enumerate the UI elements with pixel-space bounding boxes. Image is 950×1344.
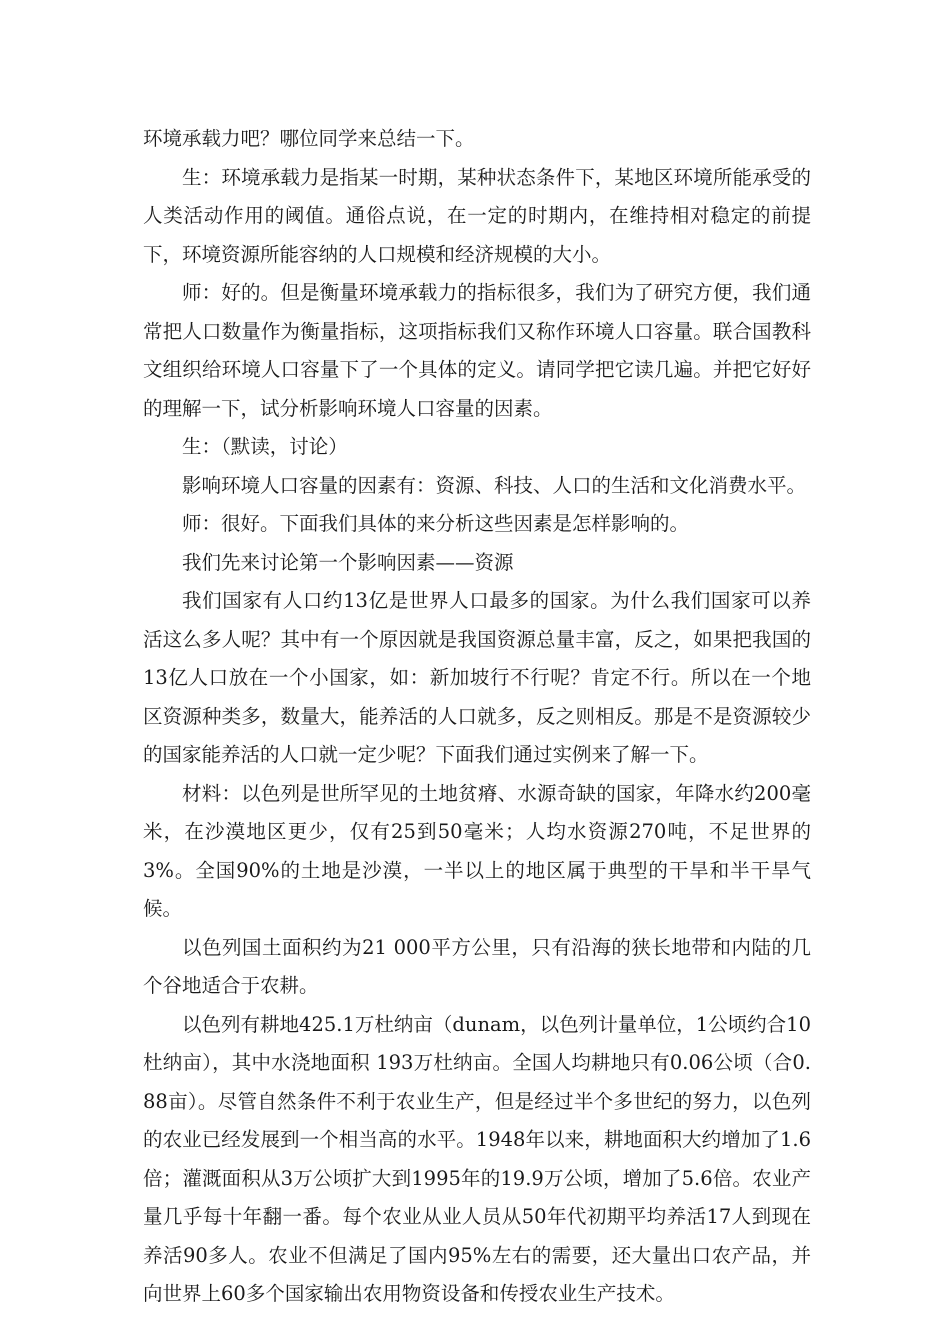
paragraph-china-resources: 我们国家有人口约13亿是世界人口最多的国家。为什么我们国家可以养活这么多人呢？其中有一个原因就是我国资源总量丰富，反之，如果把我国的13亿人口放在一个小国家，如：新加坡行不行呢？肯定不行。所以在一个地区资源种类多，数量大，能养活的人口就多，反之则相反。那是不是资源较少的国家能养活的人口就一定少呢？下面我们通过实例来了解一下。 <box>143 589 811 766</box>
document-body <box>143 120 811 1314</box>
paragraph-israel-area: 以色列国土面积约为21 000平方公里，只有沿海的狭长地带和内陆的几个谷地适合于农耕。 <box>143 935 811 997</box>
paragraph-teacher-explanation: 师：好的。但是衡量环境承载力的指标很多，我们为了研究方便，我们通常把人口数量作为衡量指标，这项指标我们又称作环境人口容量。联合国教科文组织给环境人口容量下了一个具体的定义。请同学把它读几遍。并把它好好的理解一下，试分析影响环境人口容量的因素。 <box>143 281 811 420</box>
paragraph-factors: 影响环境人口容量的因素有：资源、科技、人口的生活和文化消费水平。 <box>182 473 807 497</box>
paragraph-first-factor: 我们先来讨论第一个影响因素——资源 <box>182 550 514 574</box>
paragraph-student-definition: 生：环境承载力是指某一时期，某种状态条件下，某地区环境所能承受的人类活动作用的阈值。通俗点说，在一定的时期内，在维持相对稳定的前提下，环境资源所能容纳的人口规模和经济规模的大小。 <box>143 165 811 266</box>
paragraph-israel-agriculture: 以色列有耕地425.1万杜纳亩（dunam，以色列计量单位，1公顷约合10杜纳亩），其中水浇地面积 193万杜纳亩。全国人均耕地只有0.06公顷（合0.88亩）。尽管自然条件不利于农业生产，但是经过半个多世纪的努力，以色列的农业已经发展到一个相当高的水平。1948年以来，耕地面积大约增加了1.6倍；灌溉面积从3万公顷扩大到1995年的19.9万公顷，增加了5.6倍。农业产量几乎每十年翻一番。每个农业从业人员从50年代初期平均养活17人到现在养活90多人。农业不但满足了国内95%左右的需要，还大量出口农产品，并向世界上60多个国家输出农用物资设备和传授农业生产技术。 <box>143 1012 811 1305</box>
paragraph-student-reading: 生：（默读，讨论） <box>182 435 348 458</box>
paragraph-israel-material: 材料：以色列是世所罕见的土地贫瘠、水源奇缺的国家，年降水约200毫米，在沙漠地区更少，仅有25到50毫米；人均水资源270吨，不足世界的3%。全国90%的土地是沙漠，一半以上的地区属于典型的干旱和半干旱气候。 <box>143 781 811 920</box>
paragraph-continuation: 环境承载力吧？哪位同学来总结一下。 <box>143 127 475 150</box>
paragraph-teacher-response: 师：很好。下面我们具体的来分析这些因素是怎样影响的。 <box>182 512 690 535</box>
